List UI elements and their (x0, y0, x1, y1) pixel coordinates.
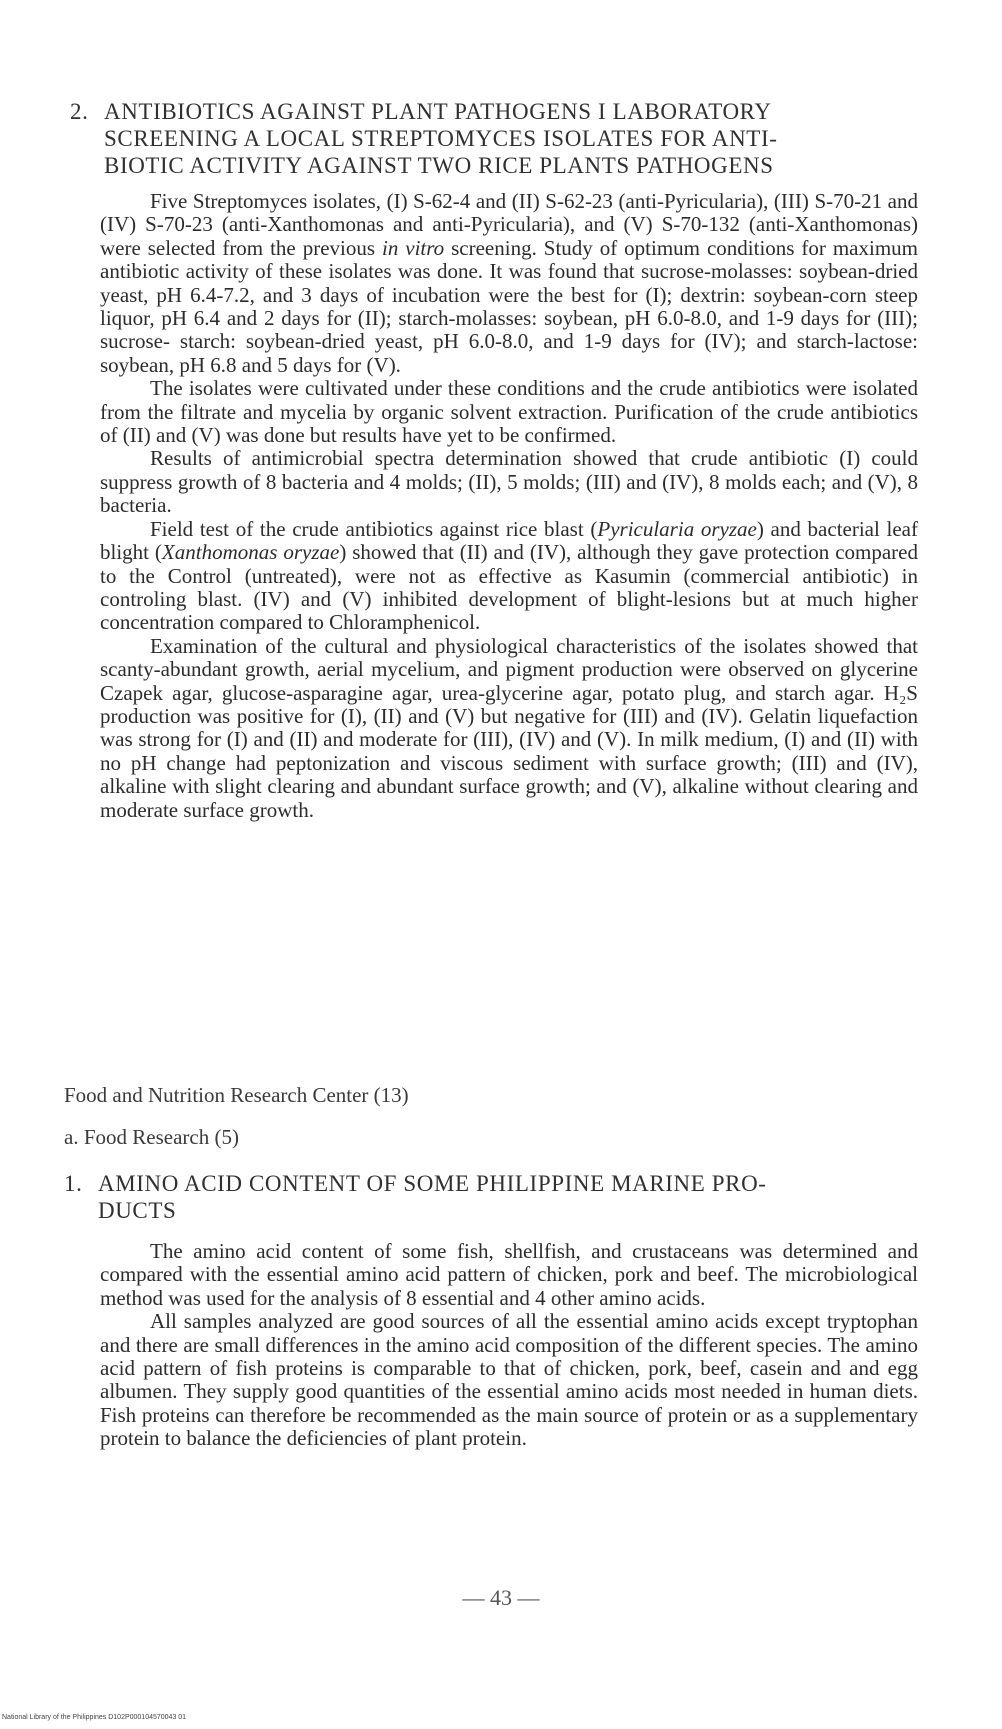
footer-text: National Library of the Philippines D102P000104570043 01 (2, 1714, 187, 1721)
section-body (100, 190, 918, 822)
heading-line-2: SCREENING A LOCAL STREPTOMYCES ISOLATES FOR ANTI- (104, 126, 778, 151)
paragraph: Field test of the crude antibiotics against rice blast (Pyricularia oryzae) and bacterial leaf blight (Xanthomonas oryzae) showed that (II) and (IV), although they gave protection compared to the Control (untreated), were not as effective as Kasumin (commercial antibiotic) in controling blast. (IV) and (V) inhibited development of blight-lesions but at much higher concentration compared to Chloramphenicol. (100, 516, 919, 635)
heading-line-2: DUCTS (98, 1198, 177, 1223)
sub-heading: a. Food Research (5) (64, 1125, 239, 1149)
heading-line-3: BIOTIC ACTIVITY AGAINST TWO RICE PLANTS PATHOGENS (104, 153, 774, 178)
paragraph: The isolates were cultivated under these conditions and the crude antibiotics were isolated from the filtrate and mycelia by organic solvent extraction. Purification of the crude antibiotics of (II) and (V) was done but results have yet to be confirmed. (100, 376, 918, 448)
paragraph: Five Streptomyces isolates, (I) S-62-4 and (II) S-62-23 (anti-Pyricularia), (III) S-70-21 and (IV) S-70-23 (anti-Xanthomonas and anti-Pyricularia), and (V) S-70-132 (anti-Xanthomonas) were selected from the previous in vitro screening. Study of optimum conditions for maximum antibiotic activity of these isolates was done. It was found that sucrose-molasses: soybean-dried yeast, pH 6.4-7.2, and 3 days of incubation were the best for (I); dextrin: soybean-corn steep liquor, pH 6.4 and 2 days for (II); starch-molasses: soybean, pH 6.0-8.0, and 1-9 days for (III); sucrose- starch: soybean-dried yeast, pH 6.0-8.0, and 1-9 days for (IV); and starch-lactose: soybean, pH 6.8 and 5 days for (V). (100, 189, 919, 377)
section-body (100, 1240, 918, 1451)
heading-line-1: 1. AMINO ACID CONTENT OF SOME PHILIPPINE MARINE PRO- (64, 1171, 767, 1196)
paragraph: The amino acid content of some fish, shellfish, and crustaceans was determined and compared with the essential amino acid pattern of chicken, pork and beef. The microbiological method was used for the analysis of 8 essential and 4 other amino acids. (100, 1239, 918, 1310)
heading-number: 1. (64, 1171, 83, 1196)
heading-line-1: 2. ANTIBIOTICS AGAINST PLANT PATHOGENS I LABORATORY (70, 99, 772, 124)
heading-number: 2. (70, 99, 89, 124)
page-number: — 43 — (462, 1585, 540, 1610)
paragraph: All samples analyzed are good sources of all the essential amino acids except tryptophan and there are small differences in the amino acid composition of the different species. The amino acid pattern of fish proteins is comparable to that of chicken, pork, beef, casein and and egg albumen. They supply good quantities of the essential amino acids most needed in human diets. Fish proteins can therefore be recommended as the main source of protein or as a supplementary protein to balance the deficiencies of plant protein. (100, 1309, 918, 1451)
center-heading: Food and Nutrition Research Center (13) (64, 1083, 409, 1107)
section-heading (70, 98, 777, 179)
section-heading (64, 1170, 767, 1224)
paragraph: Examination of the cultural and physiological characteristics of the isolates showed that scanty-abundant growth, aerial mycelium, and pigment production were observed on glycerine Czapek agar, glucose-asparagine agar, urea-glycerine agar, potato plug, and starch agar. H₂S production was positive for (I), (II) and (V) but negative for (III) and (IV). Gelatin liquefaction was strong for (I) and (II) and moderate for (III), (IV) and (V). In milk medium, (I) and (II) with no pH change had peptonization and viscous sediment with surface growth; (III) and (IV), alkaline with slight clearing and abundant surface growth; and (V), alkaline without clearing and moderate surface growth. (100, 633, 918, 822)
paragraph: Results of antimicrobial spectra determination showed that crude antibiotic (I) could suppress growth of 8 bacteria and 4 molds; (II), 5 molds; (III) and (IV), 8 molds each; and (V), 8 bacteria. (100, 446, 918, 518)
